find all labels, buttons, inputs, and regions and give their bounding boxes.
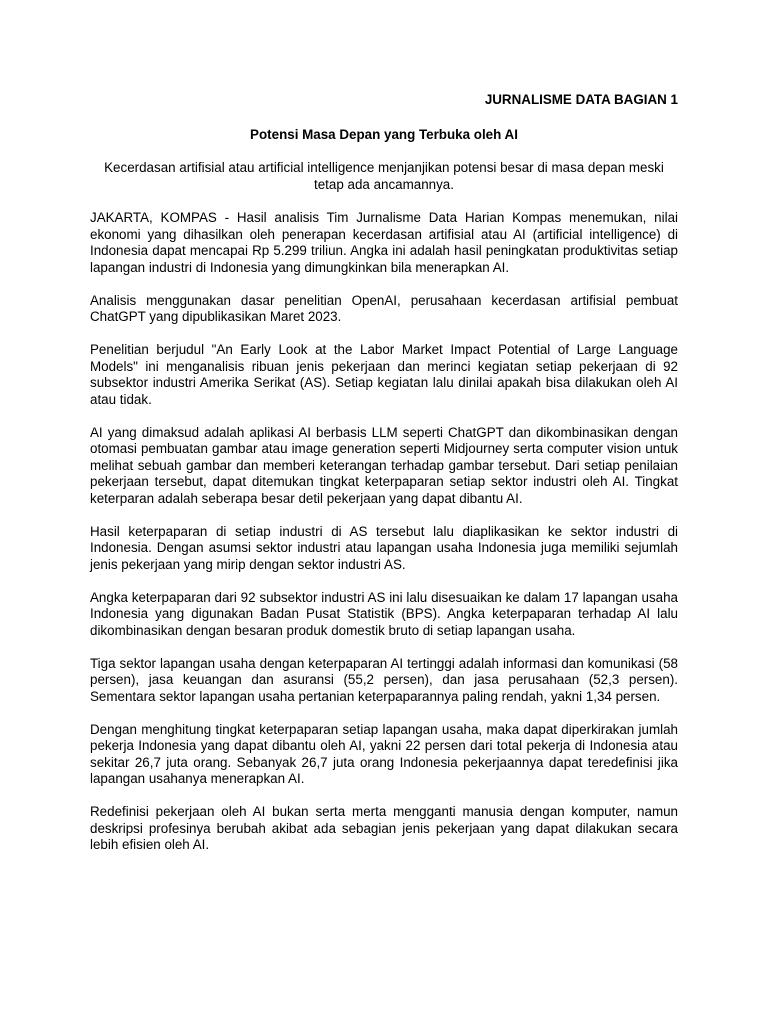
article-title: Potensi Masa Depan yang Terbuka oleh AI (250, 126, 518, 142)
paragraph-5: Hasil keterpaparan di setiap industri di AS tersebut lalu diaplikasikan ke sektor industri di Indonesia. Dengan asumsi sektor industri atau lapangan usaha Indonesia juga memiliki sejumlah jenis pekerjaan yang mirip dengan sektor industri AS. (90, 523, 678, 572)
paragraph-3: Penelitian berjudul "An Early Look at the Labor Market Impact Potential of Large Language Models" ini menganalisis ribuan jenis pekerjaan dan merinci kegiatan setiap pekerjaan di 92 subsektor industri Amerika Serikat (AS). Setiap kegiatan lalu dinilai apakah bisa dilakukan oleh AI atau tidak. (90, 342, 678, 407)
document-page (90, 92, 678, 870)
paragraph-6: Angka keterpaparan dari 92 subsektor industri AS ini lalu disesuaikan ke dalam 17 lapangan usaha Indonesia yang digunakan Badan Pusat Statistik (BPS). Angka keterpaparan terhadap AI lalu dikombinasikan dengan besaran produk domestik bruto di setiap lapangan usaha. (90, 589, 678, 638)
section-label: JURNALISME DATA BAGIAN 1 (484, 92, 678, 107)
paragraph-4: AI yang dimaksud adalah aplikasi AI berbasis LLM seperti ChatGPT dan dikombinasikan dengan otomasi pembuatan gambar atau image generation seperti Midjourney serta computer vision untuk melihat sebuah gambar dan memberi keterangan terhadap gambar tersebut. Dari setiap penilaian pekerjaan tersebut, dapat ditemukan tingkat keterpaparan setiap sektor industri oleh AI. Tingkat keterparan adalah seberapa besar detil pekerjaan yang dapat dibantu AI. (90, 424, 678, 506)
paragraph-7: Tiga sektor lapangan usaha dengan keterpaparan AI tertinggi adalah informasi dan komunikasi (58 persen), jasa keuangan dan asuransi (55,2 persen), dan jasa perusahaan (52,3 persen). Sementara sektor lapangan usaha pertanian keterpaparannya paling rendah, yakni 1,34 persen. (90, 655, 678, 704)
paragraph-9: Redefinisi pekerjaan oleh AI bukan serta merta mengganti manusia dengan komputer, namun deskripsi profesinya berubah akibat ada sebagian jenis pekerjaan yang dapat dilakukan secara lebih efisien oleh AI. (90, 804, 678, 852)
paragraph-2: Analisis menggunakan dasar penelitian OpenAI, perusahaan kecerdasan artifisial pembuat ChatGPT yang dipublikasikan Maret 2023. (90, 292, 678, 324)
article-lead: Kecerdasan artifisial atau artificial intelligence menjanjikan potensi besar di masa depan meski tetap ada ancamannya. (104, 160, 664, 192)
paragraph-1: JAKARTA, KOMPAS - Hasil analisis Tim Jurnalisme Data Harian Kompas menemukan, nilai ekonomi yang dihasilkan oleh penerapan kecerdasan artifisial atau AI (artificial intelligence) di Indonesia dapat mencapai Rp 5.299 triliun. Angka ini adalah hasil peningkatan produktivitas setiap lapangan industri di Indonesia yang dimungkinkan bila menerapkan AI. (90, 210, 678, 275)
paragraph-8: Dengan menghitung tingkat keterpaparan setiap lapangan usaha, maka dapat diperkirakan jumlah pekerja Indonesia yang dapat dibantu oleh AI, yakni 22 persen dari total pekerja di Indonesia atau sekitar 26,7 juta orang. Sebanyak 26,7 juta orang Indonesia pekerjaannya dapat teredefinisi jika lapangan usahanya menerapkan AI. (90, 721, 678, 786)
